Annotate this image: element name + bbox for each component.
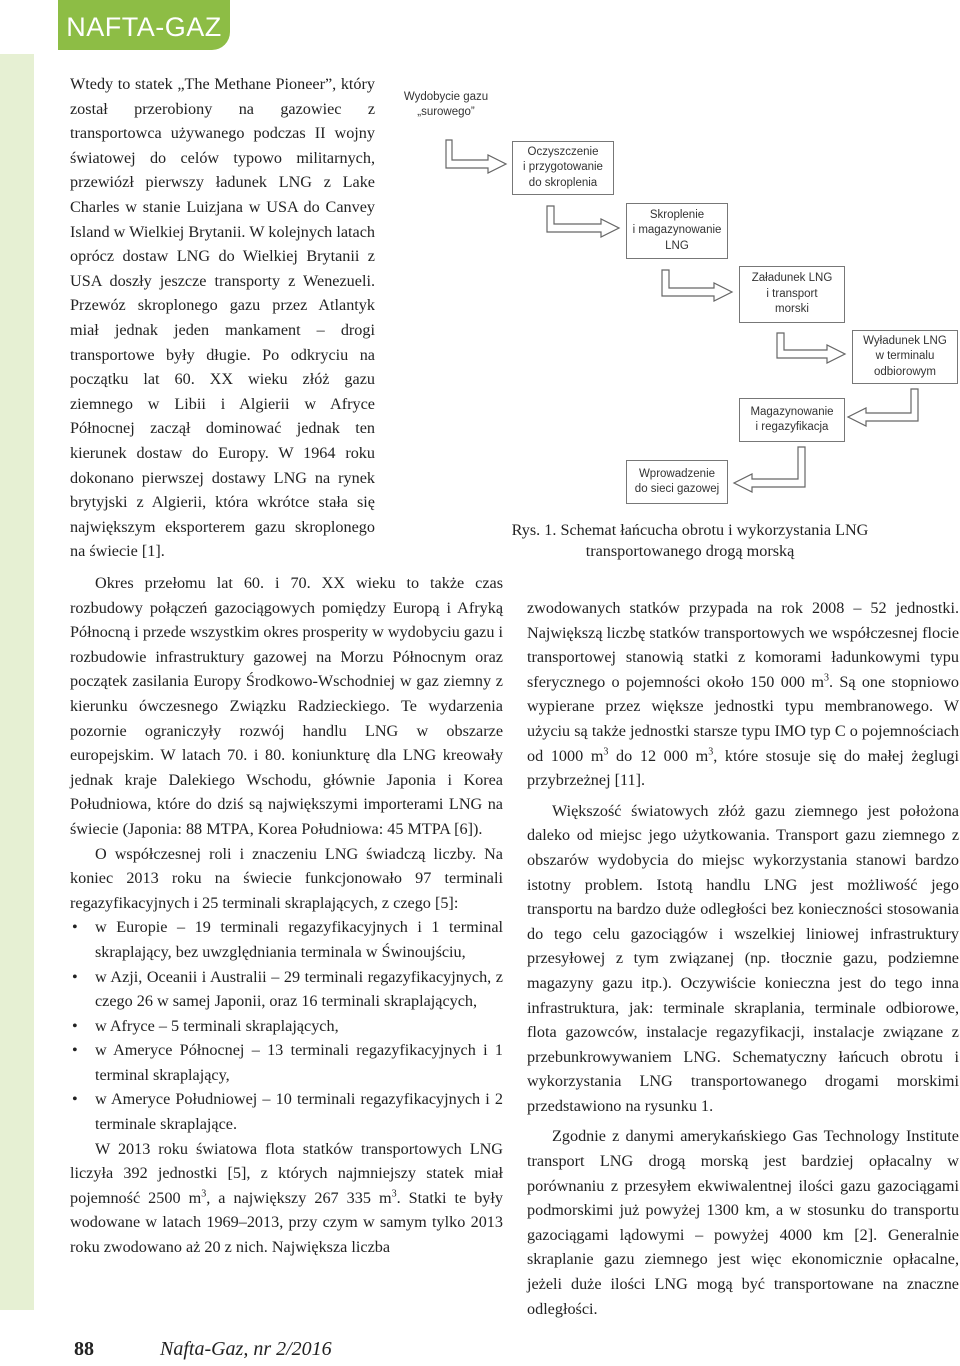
box-gas-extraction: Wydobycie gazu „surowego” xyxy=(394,84,498,126)
arrow-extraction-to-purification xyxy=(446,140,506,173)
right-paragraph-1: zwodowanych statków przypada na rok 2008 – 52 jednostki. Największą liczbę statków transportowych we współczesnej flocie transportowej stanowią statki z komorami ładunkowymi typu sferycznego o pojemności około 150 000 $m^3$. Są one stopniowo wypierane przez większe jednostki typu membranowego. W użyciu są także jednostki starsze typu IMO typ C o pojemnościach od 1000 $m^3$ do 12 000 $m^3$, które stosuje się do małej żeglugi przybrzeżnej [11]. xyxy=(527,599,960,790)
left-paragraph-2: O współczesnej roli i znaczeniu LNG świadczą liczby. Na koniec 2013 roku na świecie funkcjonowało 97 terminali regazyfikacyjnych i 25 terminali skraplających, z czego [5]: xyxy=(70,844,503,912)
box-unloading-terminal: Wyładunek LNG w terminalu odbiorowym xyxy=(852,330,958,384)
arrow-storage-to-grid xyxy=(734,447,805,492)
list-item: • w Ameryce Południowej – 10 terminali regazyfikacyjnych i 2 terminale skraplające. xyxy=(70,1087,503,1136)
list-item: • w Ameryce Północnej – 13 terminali regazyfikacyjnych i 1 terminal skraplający, xyxy=(70,1038,503,1087)
intro-paragraph: Wtedy to statek „The Methane Pioneer”, który został przerobiony na gazowiec z transportowca używanego podczas II wojny światowej do celów typowo militarnych, przewiózł pierwszy ładunek LNG z Lake Charles w stanie Luizjana w USA do Canvey Island w Wielkiej Brytanii. W kolejnych latach oprócz dostaw LNG do Wielkiej Brytanii z USA doszły jeszcze transporty z Wenezueli. Przewóz skroplonego gazu przez Atlantyk miał jednak jeden mankament – drogi transportowe były długie. Po odkryciu na początku lat 60. XX wieku złóż gazu ziemnego w Libii i Algierii w Afryce Północnej zaczął dominować jednak ten kierunek dostaw do Europy. W 1964 roku dokonano pierwszej dostawy LNG na rynek brytyjski z Algierii, która wkrótce stała się największym eksporterem gazu skroplonego na świecie [1]. xyxy=(70,75,375,561)
arrow-unloading-to-storage xyxy=(848,389,918,426)
left-paragraph-1: Okres przełomu lat 60. i 70. XX wieku to także czas rozbudowy połączeń gazociągowych pomiędzy Europą i Afryką Północną i przede wszystkim okres prosperity w wydobyciu gazu i rozbudowie infrastruktury gazowej na Morzu Północnym oraz początek zasilania Europy Środkowo-Wschodniej w gaz ziemny z kierunku ówczesnego Związku Radzieckiego. Te wydarzenia pozornie ograniczyły rozwój handlu LNG w obszarze europejskim. W latach 70. i 80. koniunkturę dla LNG kreowały jednak kraje Dalekiego Wschodu, głównie Japonia i Korea Południowa, które do dziś są największymi importerami LNG na świecie (Japonia: 88 MTPA, Korea Południowa: 45 MTPA [6]). xyxy=(70,574,503,838)
page-number: 88 xyxy=(74,1338,94,1360)
right-column xyxy=(527,596,959,1321)
right-paragraph-3: Zgodnie z danymi amerykańskiego Gas Technology Institute transport LNG drogą morską jest bardziej opłacalny w porównaniu z przesyłem ekwiwalentnej ilości gazu gazociągami podmorskimi już powyżej 1300 km, a w stosunku do transportu gazociągami lądowymi – powyżej 4000 km [2]. Generalnie skraplanie gazu ziemnego jest więc ekonomicznie opłacalne, jeżeli duże ilości LNG mogą być transportowane na znaczne odległości. xyxy=(527,1127,959,1318)
list-item: • w Azji, Oceanii i Australii – 29 terminali regazyfikacyjnych, z czego 26 w samej Japonii, oraz 16 terminali skraplających, xyxy=(70,965,503,1014)
box-storage-regasification: Magazynowanie i regazyfikacja xyxy=(739,398,845,442)
arrow-liquefaction-to-loading xyxy=(662,270,732,301)
left-column xyxy=(70,571,503,1260)
box-grid-injection: Wprowadzenie do sieci gazowej xyxy=(626,460,728,504)
box-purification: Oczyszczenie i przygotowanie do skroplenia xyxy=(512,141,614,195)
flow-arrows xyxy=(0,0,960,520)
arrow-purification-to-liquefaction xyxy=(547,206,619,237)
journal-issue: Nafta-Gaz, nr 2/2016 xyxy=(160,1338,332,1360)
list-item: • w Afryce – 5 terminali skraplających, xyxy=(70,1014,503,1039)
box-liquefaction: Skroplenie i magazynowanie LNG xyxy=(626,203,728,259)
box-loading-transport: Załadunek LNG i transport morski xyxy=(739,266,845,323)
terminals-list xyxy=(70,915,503,1136)
journal-header-tab: NAFTA-GAZ xyxy=(58,0,230,50)
right-paragraph-2: Większość światowych złóż gazu ziemnego jest położona daleko od miejsc jego użytkowania. Transport gazu ziemnego z obszarów wydobycia do miejsc wykorzystania stanowi bardzo istotny problem. Istotą handlu LNG jest możliwość jego transportu na bardzo duże odległości bez konieczności stosowania do tego celu gazociągów i wszelkiej liniowej infrastruktury przesyłowej z tym związanej (np. tłocznie gazu, podziemne magazyny gazu itp.). Oczywiście konieczna jest do tego inna infrastruktura, jak: terminale skraplania, terminale odbiorowe, flota gazowców, instalacje regazyfikacji, instalacje związane z przebunkrowywaniem LNG. Schematyczny łańcuch obrotu i wykorzystania LNG transportowanego drogami morskimi przedstawiono na rysunku 1. xyxy=(527,801,959,1115)
list-item: • w Europie – 19 terminali regazyfikacyjnych i 1 terminal skraplający, bez uwzględniania terminala w Świnoujściu, xyxy=(70,915,503,964)
left-paragraph-3: W 2013 roku światowa flota statków transportowych LNG liczyła 392 jednostki [5], z których najmniejszy statek miał pojemność 2500 $m^3$, a największy 267 335 $m^3$. Statki te były wodowane w latach 1969–2013, przy czym w samym tylko 2013 roku zwodowano aż 20 z nich. Największa liczba xyxy=(70,1139,503,1257)
arrow-loading-to-unloading xyxy=(777,333,845,363)
figure-caption: Rys. 1. Schemat łańcucha obrotu i wykorzystania LNG transportowanego drogą morską xyxy=(511,521,869,560)
